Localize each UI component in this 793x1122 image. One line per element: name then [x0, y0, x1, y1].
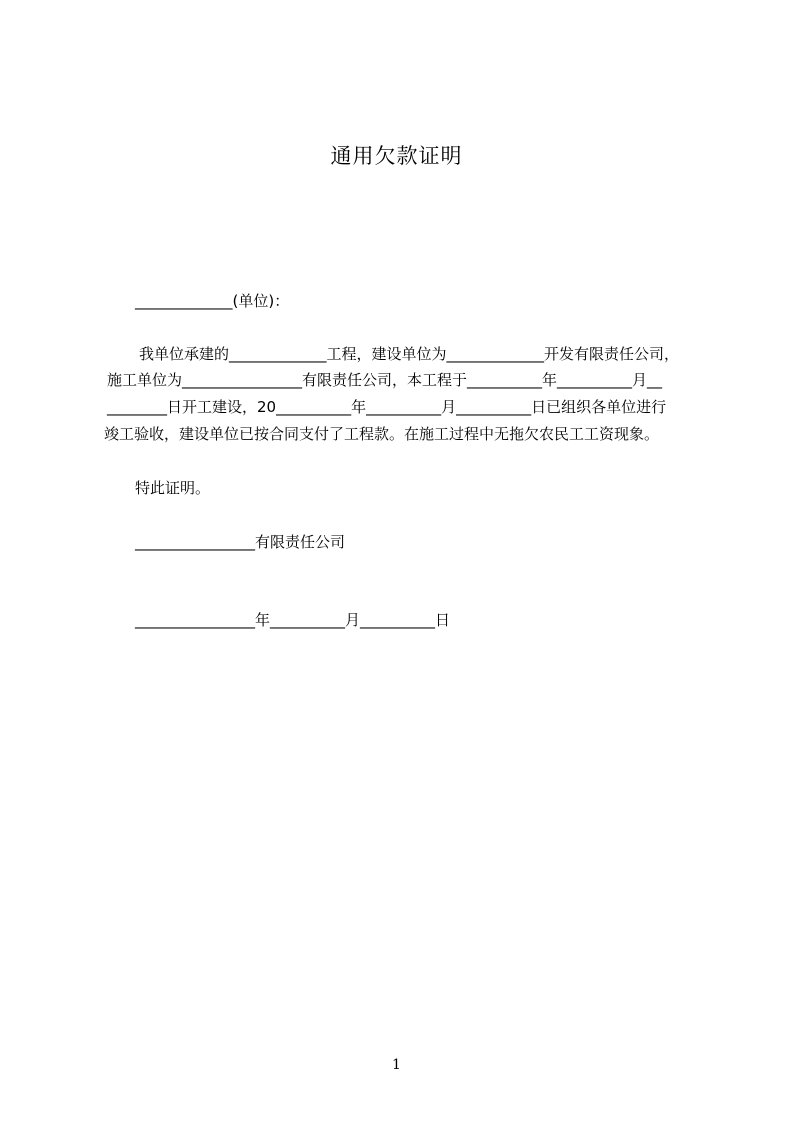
- addressee-line: _____________(单位)：: [135, 292, 290, 310]
- body-line-4: 竣工验收，建设单位已按合同支付了工程款。在施工过程中无拖欠农民工工资现象。: [104, 425, 660, 443]
- page-number: 1: [392, 1057, 401, 1073]
- body-line-2: 施工单位为________________有限责任公司，本工程于__________年__________月__: [107, 371, 663, 389]
- signature-company-line: ________________有限责任公司: [135, 533, 346, 551]
- body-line-3: ________日开工建设，20__________年__________月__________日已组织各单位进行: [107, 398, 667, 416]
- signature-date-line: ________________年__________月__________日: [135, 611, 451, 629]
- document-title: 通用欠款证明: [330, 144, 463, 168]
- closing-statement: 特此证明。: [135, 479, 211, 497]
- body-line-1: 我单位承建的_____________工程，建设单位为_____________开发有限责任公司，: [139, 345, 680, 363]
